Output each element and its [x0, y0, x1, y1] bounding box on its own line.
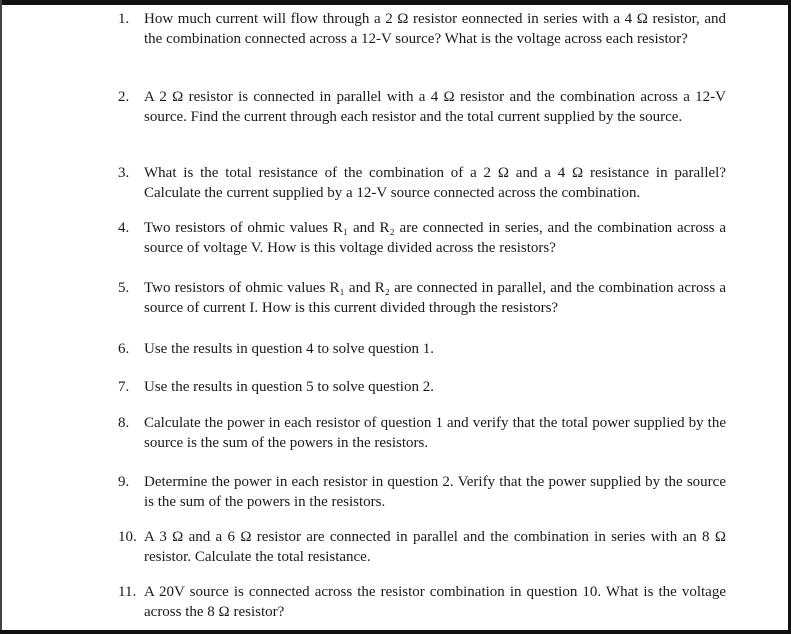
question-item [118, 414, 726, 453]
question-item [118, 10, 726, 49]
bottom-border [0, 630, 791, 634]
question-item [118, 279, 726, 318]
question-text: Use the results in question 5 to solve question 2. [144, 379, 434, 395]
question-item [118, 528, 726, 567]
question-number: 4. [118, 220, 130, 236]
question-text: Calculate the power in each resistor of question 1 and verify that the total power supplied by the source is the sum of the powers in the resistors. [144, 415, 726, 451]
question-number: 10. [118, 529, 137, 545]
question-text: Determine the power in each resistor in question 2. Verify that the power supplied by the source is the sum of the powers in the resistors. [144, 474, 726, 510]
question-text: A 3 Ω and a 6 Ω resistor are connected in parallel and the combination in series with an 8 Ω resistor. Calculate the total resistance. [144, 529, 726, 565]
question-number: 8. [118, 415, 130, 431]
question-number: 6. [118, 341, 130, 357]
question-item [118, 378, 726, 398]
question-number: 7. [118, 379, 130, 395]
top-border [0, 0, 791, 5]
question-item [118, 88, 726, 127]
question-text: Two resistors of ohmic values R₁ and R₂ are connected in series, and the combination across a source of voltage V. How is this voltage divided across the resistors? [144, 220, 726, 256]
question-number: 2. [118, 89, 130, 105]
left-border [0, 0, 2, 634]
question-number: 11. [118, 584, 137, 600]
question-text: What is the total resistance of the combination of a 2 Ω and a 4 Ω resistance in parallel? Calculate the current supplied by a 12-V source connected across the combination. [144, 165, 726, 201]
question-item [118, 473, 726, 512]
question-number: 3. [118, 165, 130, 181]
question-text: Two resistors of ohmic values R₁ and R₂ are connected in parallel, and the combination across a source of current I. How is this current divided through the resistors? [144, 280, 726, 316]
question-number: 1. [118, 11, 130, 27]
question-item [118, 340, 726, 360]
question-text: A 2 Ω resistor is connected in parallel with a 4 Ω resistor and the combination across a 12-V source. Find the current through each resistor and the total current supplied by the source. [144, 89, 726, 125]
question-text: A 20V source is connected across the resistor combination in question 10. What is the voltage across the 8 Ω resistor? [144, 584, 726, 620]
question-text: How much current will flow through a 2 Ω resistor eonnected in series with a 4 Ω resistor, and the combination connected across a 12-V source? What is the voltage across each resistor? [144, 11, 726, 47]
question-number: 9. [118, 474, 130, 490]
question-item [118, 583, 726, 622]
question-text: Use the results in question 4 to solve question 1. [144, 341, 434, 357]
question-number: 5. [118, 280, 130, 296]
question-item [118, 164, 726, 203]
question-item [118, 219, 726, 258]
